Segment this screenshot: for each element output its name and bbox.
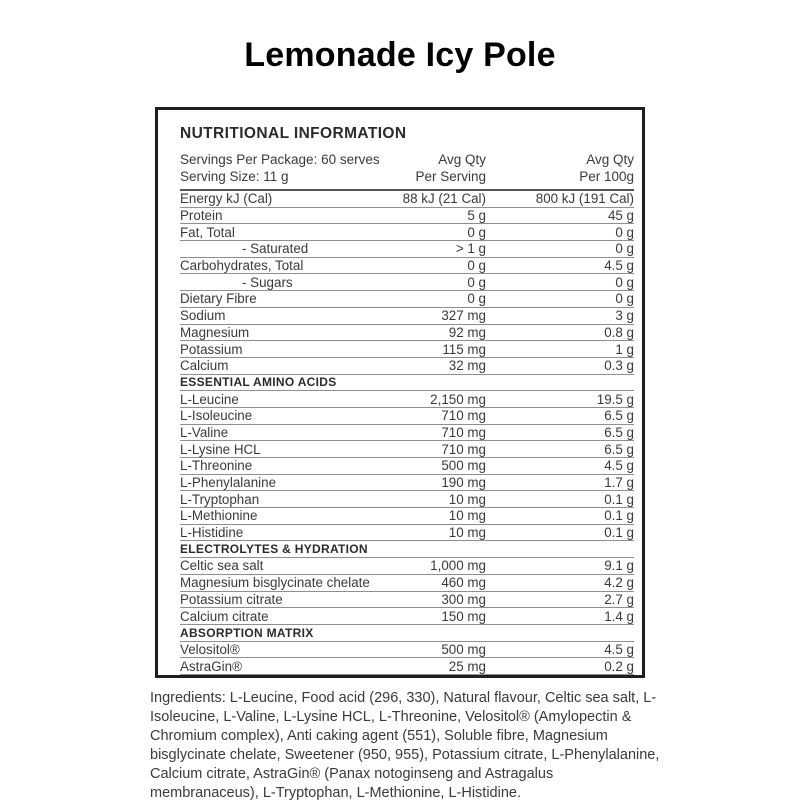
row-label: Calcium citrate <box>180 608 269 624</box>
row-value-per-100g: 4.5 g <box>604 258 634 274</box>
table-row <box>180 258 634 275</box>
table-row <box>180 274 634 291</box>
column-header-per-serving-line2: Per Serving <box>415 168 486 184</box>
row-label: L-Threonine <box>180 458 253 474</box>
table-header-row <box>180 152 634 191</box>
row-label: Magnesium bisglycinate chelate <box>180 575 370 591</box>
row-label: - Saturated <box>242 241 309 257</box>
row-value-per-serving: 10 mg <box>448 508 486 524</box>
row-value-per-serving: 0 g <box>467 224 486 240</box>
row-value-per-100g: 4.2 g <box>604 575 634 591</box>
row-value-per-100g: 6.5 g <box>604 408 634 424</box>
row-value-per-serving: 115 mg <box>442 341 486 357</box>
row-value-per-serving: 32 mg <box>448 358 486 374</box>
row-value-per-100g: 0.1 g <box>604 508 634 524</box>
table-row <box>180 308 634 325</box>
row-label: L-Methionine <box>180 508 258 524</box>
row-value-per-serving: 5 g <box>467 208 486 224</box>
row-label: L-Tryptophan <box>180 491 260 507</box>
row-value-per-100g: 4.5 g <box>604 458 634 474</box>
row-label: L-Lysine HCL <box>180 441 261 457</box>
row-value-per-serving: 500 mg <box>441 641 486 657</box>
nutrition-panel-heading: NUTRITIONAL INFORMATION <box>180 125 407 142</box>
nutrition-panel <box>155 107 645 678</box>
row-label: L-Leucine <box>180 391 239 407</box>
row-value-per-serving: 88 kJ (21 Cal) <box>402 191 486 207</box>
row-value-per-serving: 92 mg <box>448 324 486 340</box>
nutrition-rows <box>180 191 634 675</box>
row-value-per-serving: 150 mg <box>441 608 486 624</box>
row-label: L-Phenylalanine <box>180 475 277 491</box>
row-label: Celtic sea salt <box>180 558 264 574</box>
table-row <box>180 608 634 625</box>
servings-per-package: Servings Per Package: 60 serves <box>180 152 380 167</box>
table-row <box>180 341 634 358</box>
row-value-per-100g: 6.5 g <box>604 441 634 457</box>
row-label: AstraGin® <box>180 658 242 674</box>
row-label: Sodium <box>180 308 226 324</box>
row-value-per-100g: 3 g <box>615 308 634 324</box>
row-value-per-serving: 300 mg <box>441 591 486 607</box>
table-row <box>180 458 634 475</box>
row-label: Carbohydrates, Total <box>180 258 304 274</box>
row-label: Potassium citrate <box>180 591 283 607</box>
row-value-per-serving: 460 mg <box>441 575 486 591</box>
row-value-per-100g: 0.3 g <box>604 358 634 374</box>
row-value-per-100g: 0.1 g <box>604 491 634 507</box>
row-value-per-100g: 6.5 g <box>604 424 634 440</box>
section-header: ESSENTIAL AMINO ACIDS <box>180 375 634 392</box>
table-row <box>180 358 634 375</box>
page-title: Lemonade Icy Pole <box>244 36 556 74</box>
column-header-per-serving-line1: Avg Qty <box>438 152 486 167</box>
row-label: Protein <box>180 208 223 224</box>
row-value-per-serving: 25 mg <box>448 658 486 674</box>
row-value-per-100g: 9.1 g <box>604 558 634 574</box>
row-value-per-serving: 327 mg <box>441 308 486 324</box>
row-value-per-serving: 710 mg <box>441 441 486 457</box>
row-value-per-serving: 710 mg <box>441 408 486 424</box>
row-value-per-100g: 45 g <box>607 208 634 224</box>
table-row <box>180 224 634 241</box>
table-row <box>180 208 634 225</box>
row-value-per-serving: 10 mg <box>448 491 486 507</box>
row-value-per-serving: 500 mg <box>441 458 486 474</box>
row-label: - Sugars <box>242 274 293 290</box>
table-row <box>180 575 634 592</box>
row-value-per-serving: 10 mg <box>448 525 486 541</box>
table-row <box>180 241 634 258</box>
row-value-per-serving: 0 g <box>467 291 486 307</box>
row-value-per-100g: 0 g <box>615 224 634 240</box>
serving-size: Serving Size: 11 g <box>180 168 289 184</box>
table-row <box>180 408 634 425</box>
row-label: Dietary Fibre <box>180 291 257 307</box>
ingredients-paragraph: Ingredients: L-Leucine, Food acid (296, 330), Natural flavour, Celtic sea salt, L-Isoleucine, L-Valine, L-Lysine HCL, L-Threonine, Velositol® (Amylopectin & Chromium complex), Anti caking agent (551), Soluble fibre, Magnesium bisglycinate chelate, Sweetener (950, 955), Potassium citrate, L-Phenylalanine, Calcium citrate, AstraGin® (Panax notoginseng and Astragalus membranaceus), L-Tryptophan, L-Methionine, L-Histidine. <box>150 690 660 800</box>
row-label: L-Valine <box>180 424 229 440</box>
table-row <box>180 508 634 525</box>
row-label: L-Histidine <box>180 525 244 541</box>
row-value-per-100g: 0 g <box>615 274 634 290</box>
table-row <box>180 525 634 542</box>
row-value-per-serving: 2,150 mg <box>430 391 486 407</box>
table-row <box>180 491 634 508</box>
table-row <box>180 441 634 458</box>
table-row <box>180 558 634 575</box>
row-label: Fat, Total <box>180 224 235 240</box>
row-value-per-100g: 0.1 g <box>604 525 634 541</box>
row-value-per-100g: 1.4 g <box>604 608 634 624</box>
row-value-per-serving: > 1 g <box>455 241 486 257</box>
column-header-per-serving <box>386 152 486 185</box>
serving-info <box>180 152 386 185</box>
table-row <box>180 291 634 308</box>
table-row <box>180 592 634 609</box>
row-value-per-100g: 0.8 g <box>604 324 634 340</box>
table-row <box>180 191 634 208</box>
row-label: Calcium <box>180 358 229 374</box>
table-row <box>180 642 634 659</box>
row-value-per-100g: 1.7 g <box>604 475 634 491</box>
row-value-per-serving: 190 mg <box>441 475 486 491</box>
section-header: ABSORPTION MATRIX <box>180 625 634 642</box>
row-value-per-serving: 710 mg <box>441 424 486 440</box>
section-header: ELECTROLYTES & HYDRATION <box>180 541 634 558</box>
table-row <box>180 325 634 342</box>
row-value-per-100g: 4.5 g <box>604 641 634 657</box>
row-value-per-100g: 1 g <box>615 341 634 357</box>
column-header-per-100g <box>486 152 634 185</box>
row-label: Magnesium <box>180 324 250 340</box>
table-row <box>180 391 634 408</box>
row-label: Velositol® <box>180 641 240 657</box>
row-value-per-serving: 0 g <box>467 258 486 274</box>
row-value-per-serving: 0 g <box>467 274 486 290</box>
row-value-per-100g: 0 g <box>615 241 634 257</box>
row-value-per-serving: 1,000 mg <box>430 558 486 574</box>
row-label: Energy kJ (Cal) <box>180 191 273 207</box>
column-header-per-100g-line1: Avg Qty <box>586 152 634 167</box>
row-value-per-100g: 0 g <box>615 291 634 307</box>
row-value-per-100g: 2.7 g <box>604 591 634 607</box>
table-row <box>180 475 634 492</box>
row-value-per-100g: 19.5 g <box>596 391 634 407</box>
table-row <box>180 425 634 442</box>
column-header-per-100g-line2: Per 100g <box>579 168 634 184</box>
table-row <box>180 658 634 675</box>
row-label: Potassium <box>180 341 243 357</box>
row-label: L-Isoleucine <box>180 408 253 424</box>
row-value-per-100g: 800 kJ (191 Cal) <box>535 191 634 207</box>
row-value-per-100g: 0.2 g <box>604 658 634 674</box>
